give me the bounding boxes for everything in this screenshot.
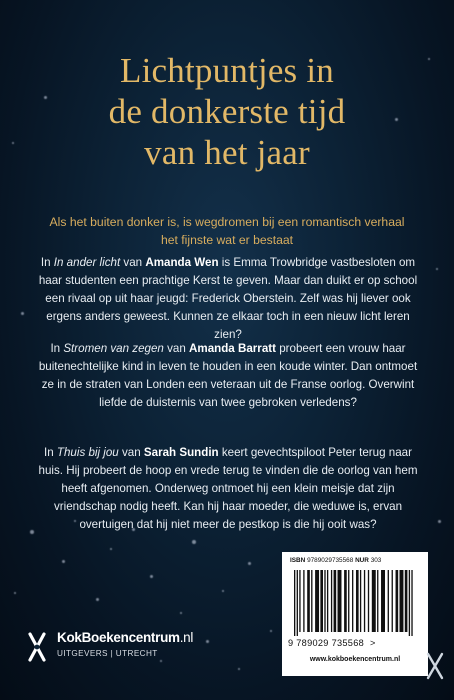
blurb-prefix: In	[40, 256, 54, 269]
tagline: Als het buiten donker is, is wegdromen bij een romantisch verhaal het fijnste wat er bestaat	[49, 215, 405, 247]
barcode-bar	[331, 570, 332, 632]
star-cross-icon	[26, 630, 48, 669]
barcode-bar	[327, 570, 328, 632]
blurb-connector: van	[120, 256, 146, 269]
barcode-bar	[377, 570, 378, 632]
barcode-bar	[368, 570, 369, 632]
blurb-text: keert gevechtspiloot Peter terug naar huis. Hij probeert de hoop en vrede terug te vinden die de oorlog van hem heeft afgenomen. Onderweg ontmoet hij een klein meisje dat zijn vriendschap nodig heeft. Kan hij haar moeder, die weduwe is, ervan overtuigen dat hij niet meer de pestkop is die hij ooit was?	[38, 446, 418, 531]
barcode-bar	[297, 570, 298, 636]
isbn-label: ISBN	[290, 557, 306, 564]
author-name: Amanda Barratt	[189, 342, 276, 355]
barcode-bar	[392, 570, 393, 632]
barcode	[294, 570, 416, 636]
barcode-bar	[411, 570, 412, 636]
isbn-line	[290, 557, 381, 564]
barcode-bar	[344, 570, 347, 632]
blurb-prefix: In	[44, 446, 57, 459]
title-line: de donkerste tijd	[108, 92, 346, 131]
title-line: van het jaar	[144, 133, 310, 172]
barcode-bar	[381, 570, 385, 632]
barcode-bar	[334, 570, 337, 632]
barcode-bar	[303, 570, 304, 632]
nur-label: NUR	[355, 557, 369, 564]
publisher-subline: UITGEVERS | UTRECHT	[57, 649, 158, 658]
publisher-name	[57, 630, 193, 646]
isbn-number: 9789029735568	[307, 557, 354, 564]
barcode-bar	[315, 570, 319, 632]
blurb-connector: van	[118, 446, 144, 459]
barcode-bar	[372, 570, 376, 632]
barcode-bar	[324, 570, 325, 632]
nur-number: 303	[370, 557, 382, 564]
publisher-url: www.kokboekencentrum.nl	[309, 656, 401, 663]
blurb-text: probeert een vrouw haar buitenechtelijke kind in leven te houden in een koude winter. Dan ontmoet ze in de straten van Londen een veteraan uit de Franse oorlog. Overwint liefde de duisternis van twee gebroken verledens?	[38, 342, 418, 409]
book-blurb	[36, 444, 420, 534]
book-title: In ander licht	[53, 256, 121, 269]
barcode-bar	[388, 570, 389, 632]
barcode-bar	[405, 570, 408, 632]
book-title: Stromen van zegen	[63, 342, 164, 355]
book-blurb	[36, 340, 420, 412]
barcode-bar	[294, 570, 295, 636]
barcode-bar	[360, 570, 361, 632]
barcode-bar	[352, 570, 353, 632]
barcode-bar	[311, 570, 312, 632]
blurb-prefix: In	[50, 342, 64, 355]
barcode-bar	[409, 570, 410, 636]
author-name: Amanda Wen	[145, 256, 219, 269]
barcode-bar	[364, 570, 365, 632]
publisher-logo	[26, 630, 193, 669]
barcode-bar	[299, 570, 300, 632]
barcode-panel	[282, 552, 428, 676]
barcode-arrow: >	[370, 638, 376, 648]
barcode-bar	[307, 570, 310, 632]
barcode-bar	[348, 570, 349, 632]
blurb-connector: van	[163, 342, 190, 355]
book-title: Thuis bij jou	[56, 446, 119, 459]
barcode-bar	[396, 570, 399, 632]
book-blurb	[36, 254, 420, 344]
publisher-name-main: KokBoekencentrum	[57, 630, 180, 645]
cover-title	[40, 50, 414, 173]
sparkle-icon	[424, 650, 446, 687]
barcode-digits	[288, 638, 422, 648]
barcode-bar	[356, 570, 359, 632]
title-line: Lichtpuntjes in	[120, 51, 334, 90]
blurb-text: is Emma Trowbridge vastbesloten om haar studenten een prachtige Kerst te geven. Maar dan duikt er op school een rivaal op uit haar jeugd: Frederick Oberstein. Zelf was hij liever ook ergens anders geweest. Kunnen ze elkaar toch in een nieuw licht leren zien?	[38, 256, 418, 341]
author-name: Sarah Sundin	[143, 446, 219, 459]
barcode-bar	[399, 570, 403, 632]
barcode-digit-string: 9 789029 735568	[288, 638, 365, 648]
barcode-bar	[320, 570, 323, 632]
barcode-bar	[338, 570, 342, 632]
publisher-name-suffix: .nl	[179, 630, 194, 645]
